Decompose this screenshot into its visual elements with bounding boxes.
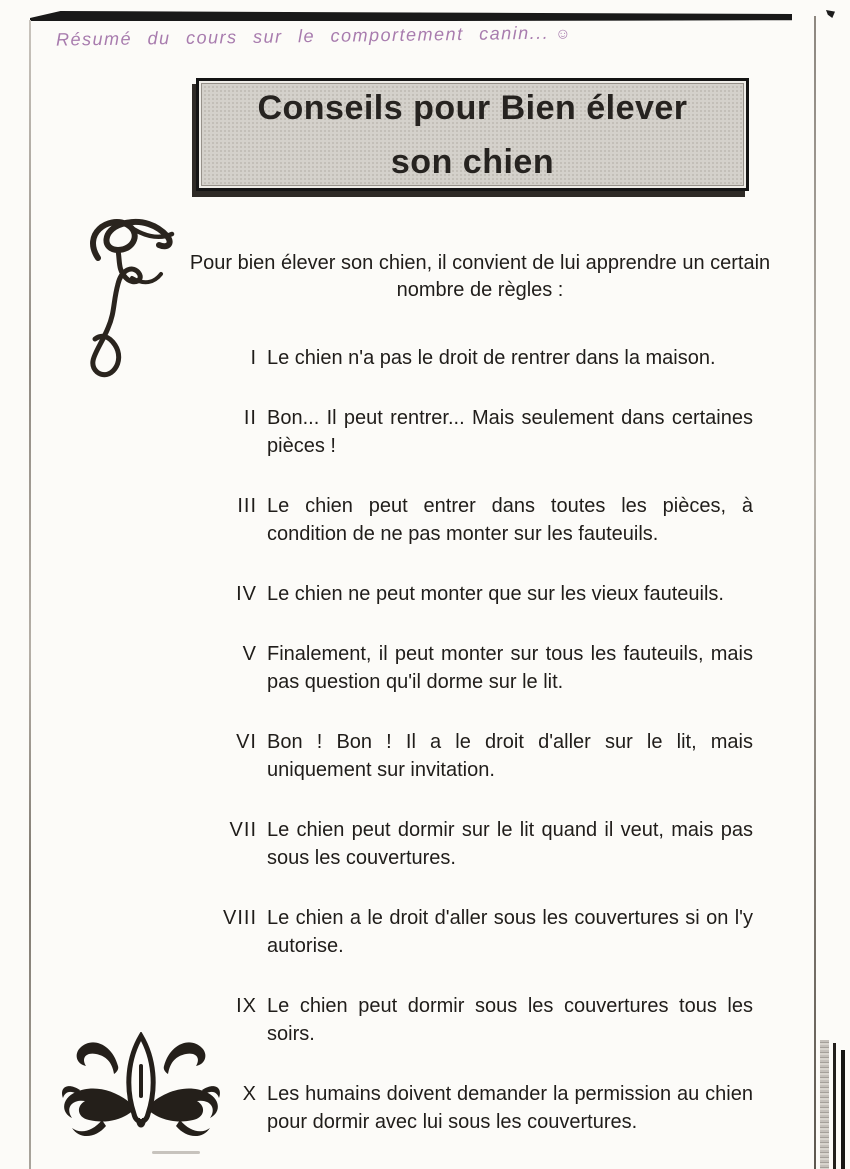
rules-list	[205, 344, 753, 1136]
calligraphic-flourish-icon	[68, 214, 186, 386]
rule-numeral: I	[250, 347, 257, 369]
intro-paragraph: Pour bien élever son chien, il convient de lui apprendre un certain nombre de règles :	[189, 252, 771, 301]
rule-item	[205, 640, 753, 696]
rule-text: Bon ! Bon ! Il a le droit d'aller sur le lit, mais uniquement sur invitation.	[267, 731, 753, 781]
rule-item	[205, 1080, 753, 1136]
rule-text: Le chien ne peut monter que sur les vieux fauteuils.	[267, 583, 724, 605]
scan-smudge	[152, 1151, 200, 1154]
scan-left-edge	[29, 20, 31, 1169]
scan-grain-strip	[820, 1040, 829, 1169]
rule-item	[205, 404, 753, 460]
floral-ornament-icon	[56, 1032, 226, 1144]
rule-item	[205, 992, 753, 1048]
page-title-line-1: Conseils pour Bien élever	[257, 88, 688, 127]
rule-item	[205, 344, 753, 372]
page-title-line-2: son chien	[390, 142, 555, 181]
rule-item	[205, 492, 753, 548]
rule-text: Bon... Il peut rentrer... Mais seulement dans certaines pièces !	[267, 407, 753, 457]
rule-numeral: VI	[236, 731, 257, 753]
rule-item	[205, 580, 753, 608]
rule-text: Le chien n'a pas le droit de rentrer dans la maison.	[267, 347, 716, 369]
rule-numeral: III	[237, 495, 257, 517]
scan-right-edge	[814, 16, 816, 1169]
rule-numeral: IV	[236, 583, 257, 605]
handwritten-note-text: Résumé du cours sur le comportement canin...	[55, 22, 550, 50]
rule-numeral: X	[242, 1083, 257, 1105]
scan-corner-mark	[826, 10, 835, 18]
rule-numeral: VIII	[222, 907, 257, 929]
handwritten-note	[56, 22, 576, 50]
rule-text: Le chien a le droit d'aller sous les couvertures si on l'y autorise.	[267, 907, 753, 957]
rule-text: Le chien peut dormir sous les couvertures tous les soirs.	[267, 995, 753, 1045]
smiley-doodle-icon: ☺	[555, 25, 573, 43]
rule-numeral: IX	[236, 995, 257, 1017]
rule-item	[205, 904, 753, 960]
rule-text: Les humains doivent demander la permission au chien pour dormir avec lui sous les couvertures.	[267, 1083, 753, 1133]
title-box	[196, 78, 749, 191]
rule-text: Le chien peut entrer dans toutes les pièces, à condition de ne pas monter sur les fauteuils.	[267, 495, 753, 545]
rule-item	[205, 816, 753, 872]
scan-edge-bar	[833, 1043, 836, 1169]
rule-numeral: II	[243, 407, 257, 429]
rule-text: Finalement, il peut monter sur tous les fauteuils, mais pas question qu'il dorme sur le lit.	[267, 643, 753, 693]
rule-numeral: VII	[229, 819, 257, 841]
rule-numeral: V	[242, 643, 257, 665]
rule-item	[205, 728, 753, 784]
scan-top-edge	[30, 11, 792, 21]
scan-edge-bar	[841, 1050, 845, 1169]
rule-text: Le chien peut dormir sur le lit quand il veut, mais pas sous les couvertures.	[267, 819, 753, 869]
